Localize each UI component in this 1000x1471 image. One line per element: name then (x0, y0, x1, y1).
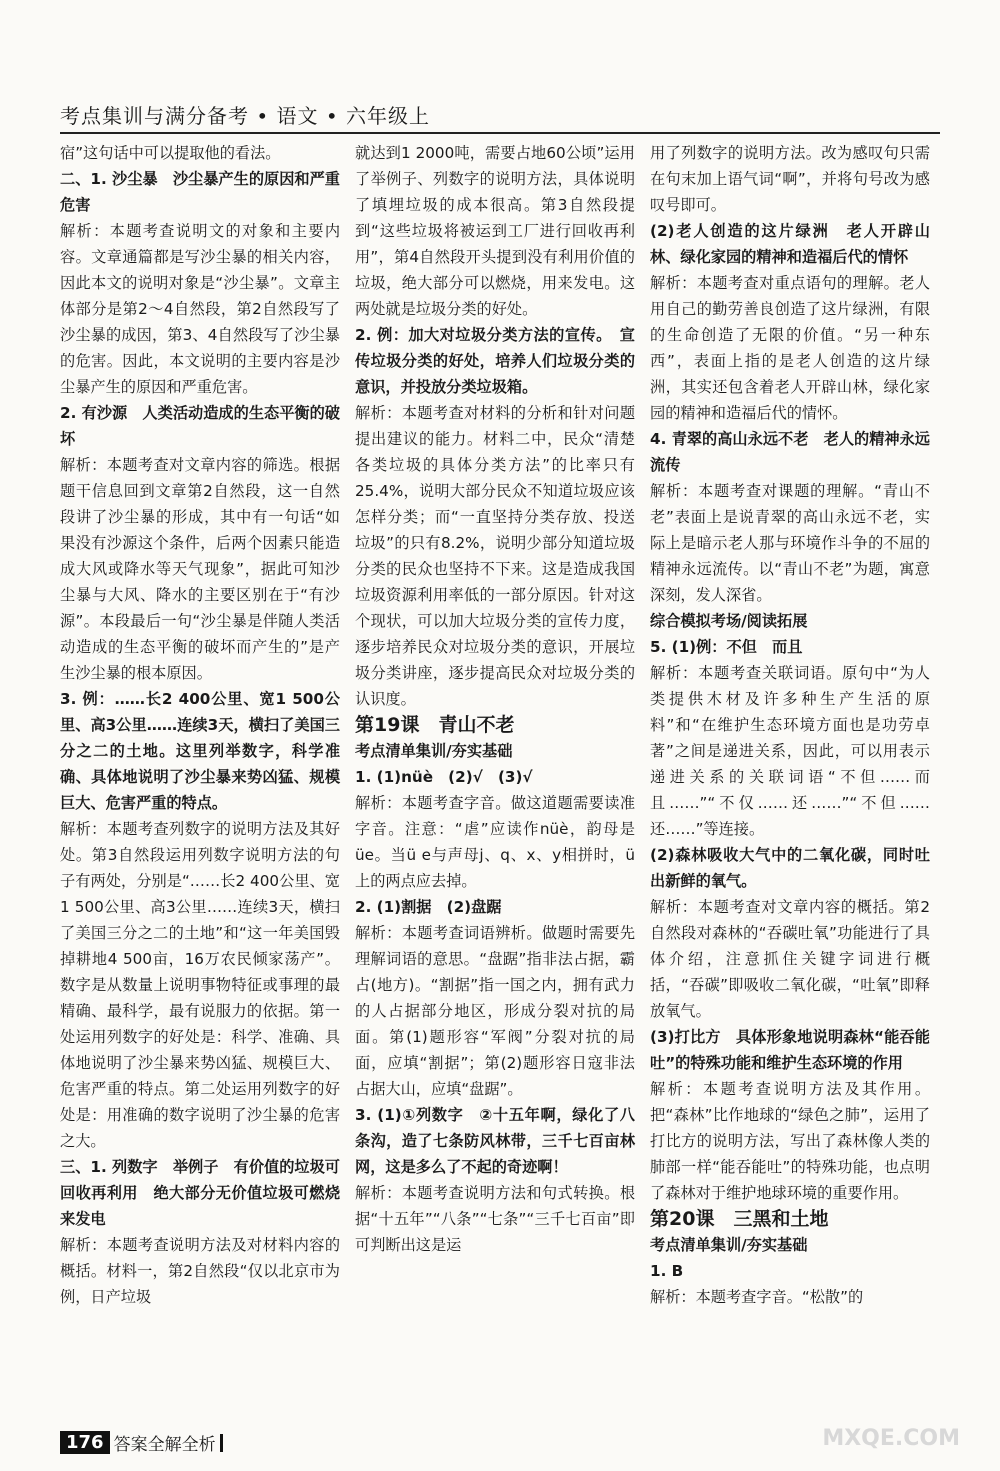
page-header (60, 100, 940, 132)
explanation: 解析：本题考查关联词语。原句中“为人类提供木材及许多种生产生活的原料”和“在维护生态环境方面也是功劳卓著”之间是递进关系，因此，可以用表示递进关系的关联词语“不但……而且……”“不仅……还……”“不但……还……”等连接。 (650, 664, 930, 838)
page-number: 176 (60, 1431, 110, 1454)
explanation: 解析：本题考查字音。做这道题需要读准字音。注意：“虐”应读作nüè，韵母是üe。当ü e与声母j、q、x、y相拼时，ü上的两点应去掉。 (355, 794, 635, 890)
section-title: 考点清单集训/夯实基础 (650, 1236, 808, 1254)
answer: 1. (1)nüè (2)√ (3)√ (355, 768, 533, 786)
answer: 2. 例：加大对垃圾分类方法的宣传。 宣传垃圾分类的好处，培养人们垃圾分类的意识，并投放分类垃圾箱。 (355, 326, 635, 396)
answer: 三、1. 列数字 举例子 有价值的垃圾可回收再利用 绝大部分无价值垃圾可燃烧来发电 (60, 1158, 340, 1228)
explanation: 解析：本题考查说明方法及对材料内容的概括。材料一，第2自然段“仅以北京市为例，日产垃圾 (60, 1236, 340, 1306)
explanation: 解析：本题考查词语辨析。做题时需要先理解词语的意思。“盘踞”指非法占据，霸占(地方)。“割据”指一国之内，拥有武力的人占据部分地区，形成分裂对抗的局面。第(1)题形容“军阀”分裂对抗的局面，应填“割据”；第(2)题形容日寇非法占据大山，应填“盘踞”。 (355, 924, 635, 1098)
column-2 (355, 140, 635, 1258)
answer: 4. 青翠的高山永远不老 老人的精神永远流传 (650, 430, 930, 474)
explanation: 解析：本题考查对文章内容的筛选。根据题干信息回到文章第2自然段，这一自然段讲了沙尘暴的形成，其中有一句话“如果没有沙源这个条件，后两个因素只能造成大风或降水等天气现象”，据此可知沙尘暴与大风、降水的主要区别在于“有沙源”。本段最后一句“沙尘暴是伴随人类活动造成的生态平衡的破坏而产生的”是产生沙尘暴的根本原因。 (60, 456, 340, 682)
page-footer (60, 1430, 223, 1455)
footer-bar (220, 1434, 223, 1452)
answer: 2. 有沙源 人类活动造成的生态平衡的破坏 (60, 404, 340, 448)
explanation: 解析：本题考查字音。“松散”的 (650, 1288, 864, 1306)
answer: 3. 例：……长2 400公里、宽1 500公里、高3公里……连续3天，横扫了美国三分之二的土地。这里列举数字，科学准确、具体地说明了沙尘暴来势凶猛、规模巨大、危害严重的特点。 (60, 690, 340, 812)
explanation: 解析：本题考查对重点语句的理解。老人用自己的勤劳善良创造了这片绿洲，有限的生命创造了无限的价值。“另一种东西”，表面上指的是老人创造的这片绿洲，其实还包含着老人开辟山林，绿化家园的精神和造福后代的情怀。 (650, 274, 930, 422)
watermark: MXQE.COM (822, 1426, 960, 1451)
answer: 3. (1)①列数字 ②十五年啊，绿化了八条沟，造了七条防风林带，三千七百亩林网，这是多么了不起的奇迹啊！ (355, 1106, 635, 1176)
header-rule (60, 132, 940, 134)
para: 就达到1 2000吨，需要占地60公顷”运用了举例子、列数字的说明方法，具体说明了填埋垃圾的成本很高。第3自然段提到“这些垃圾将被运到工厂进行回收再利用”，第4自然段开头提到没有利用价值的垃圾，绝大部分可以燃烧，用来发电。这两处就是垃圾分类的好处。 (355, 144, 635, 318)
explanation: 解析：本题考查对文章内容的概括。第2自然段对森林的“吞碳吐氧”功能进行了具体介绍，注意抓住关键字词进行概括，“吞碳”即吸收二氧化碳，“吐氧”即释放氧气。 (650, 898, 930, 1020)
explanation: 解析：本题考查说明文的对象和主要内容。文章通篇都是写沙尘暴的相关内容，因此本文的说明对象是“沙尘暴”。文章主体部分是第2～4自然段，第2自然段写了沙尘暴的成因，第3、4自然段写了沙尘暴的危害。因此，本文说明的主要内容是沙尘暴产生的原因和严重危害。 (60, 222, 340, 396)
answer: (2)老人创造的这片绿洲 老人开辟山林、绿化家园的精神和造福后代的情怀 (650, 222, 930, 266)
footer-label: 答案全解全析 (113, 1435, 216, 1455)
answer: 2. (1)割据 (2)盘踞 (355, 898, 502, 916)
explanation: 解析：本题考查对材料的分析和针对问题提出建议的能力。材料二中，民众“清楚各类垃圾的具体分类方法”的比率只有25.4%，说明大部分民众不知道垃圾应该怎样分类；而“一直坚持分类存放、投送垃圾”的只有8.2%，说明少部分知道垃圾分类的民众也坚持不下来。这是造成我国垃圾资源利用率低的一部分原因。针对这个现状，可以加大垃圾分类的宣传力度，逐步培养民众对垃圾分类的意识，开展垃圾分类讲座，逐步提高民众对垃圾分类的认识度。 (355, 404, 635, 708)
para: 宿”这句话中可以提取他的看法。 (60, 144, 281, 162)
answer: (3)打比方 具体形象地说明森林“能吞能吐”的特殊功能和维护生态环境的作用 (650, 1028, 930, 1072)
para: 用了列数字的说明方法。改为感叹句只需在句末加上语气词“啊”，并将句号改为感叹号即可。 (650, 144, 930, 214)
section-title: 考点清单集训/夯实基础 (355, 742, 513, 760)
header-title: 考点集训与满分备考 • 语文 • 六年级上 (60, 104, 431, 128)
section-title: 综合模拟考场/阅读拓展 (650, 612, 808, 630)
column-1 (60, 140, 340, 1310)
answer: (2)森林吸收大气中的二氧化碳，同时吐出新鲜的氧气。 (650, 846, 930, 890)
explanation: 解析：本题考查说明方法及其作用。把“森林”比作地球的“绿色之肺”，运用了打比方的说明方法，写出了森林像人类的肺部一样“能吞能吐”的特殊功能，也点明了森林对于维护地球环境的重要作用。 (650, 1080, 930, 1202)
answer: 5. (1)例：不但 而且 (650, 638, 803, 656)
explanation: 解析：本题考查说明方法和句式转换。根据“十五年”“八条”“七条”“三千七百亩”即可判断出这是运 (355, 1184, 635, 1254)
explanation: 解析：本题考查列数字的说明方法及其好处。第3自然段运用列数字说明方法的句子有两处，分别是“……长2 400公里、宽1 500公里、高3公里……连续3天，横扫了美国三分之二的土地”和“这一年美国毁掉耕地4 500亩，16万农民倾家荡产”。数字是从数量上说明事物特征或事理的最精确、最科学，最有说服力的依据。第一处运用列数字的好处是：科学、准确、具体地说明了沙尘暴来势凶猛、规模巨大、危害严重的特点。第二处运用列数字的好处是：用准确的数字说明了沙尘暴的危害之大。 (60, 820, 340, 1150)
lesson-title: 第19课 青山不老 (355, 714, 515, 736)
answer: 二、1. 沙尘暴 沙尘暴产生的原因和严重危害 (60, 170, 340, 214)
answer-columns (60, 140, 930, 1390)
answer: 1. B (650, 1262, 684, 1280)
explanation: 解析：本题考查对课题的理解。“青山不老”表面上是说青翠的高山永远不老，实际上是暗示老人那与环境作斗争的不屈的精神永远流传。以“青山不老”为题，寓意深刻，发人深省。 (650, 482, 930, 604)
column-3 (650, 140, 930, 1310)
lesson-title: 第20课 三黑和土地 (650, 1208, 829, 1230)
